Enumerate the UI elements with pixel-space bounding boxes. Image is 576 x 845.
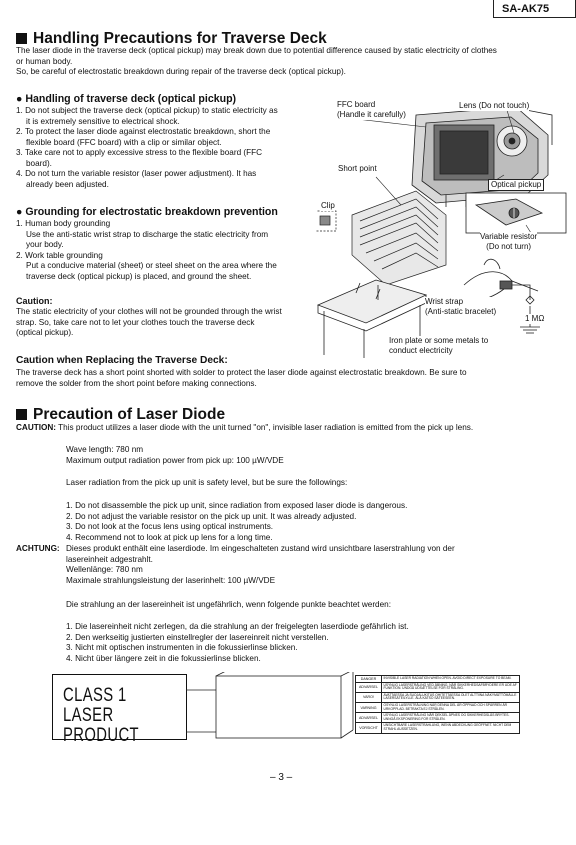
radiation-note: Laser radiation from the pick up unit is safety level, but be sure the followings: bbox=[66, 478, 348, 487]
caution-laser-text: This product utilizes a laser diode with the unit turned "on", invisible laser radiation is emitted from the pick up lens. bbox=[58, 423, 474, 432]
gefahr-note: Die strahlung an der lasereinheit ist ungefährlich, wenn folgende punkte beachtet werden: bbox=[66, 600, 391, 609]
label-clip: Clip bbox=[321, 201, 335, 210]
de-precaution-list bbox=[66, 622, 409, 664]
achtung-line: Wellenlänge: 780 nm bbox=[66, 565, 143, 574]
warning-row bbox=[356, 703, 520, 713]
replacing-heading: Caution when Replacing the Traverse Deck: bbox=[16, 355, 228, 366]
device-outline-drawing bbox=[186, 672, 356, 747]
label-resistance: 1 MΩ bbox=[525, 314, 545, 323]
caution-label: CAUTION: bbox=[16, 423, 57, 432]
caution-line: The static electricity of your clothes will not be grounded through the wrist bbox=[16, 307, 282, 316]
intro-line: So, be careful of electrostatic breakdown during repair of the traverse deck (optical pickup). bbox=[16, 67, 346, 76]
traverse-deck-drawing bbox=[412, 107, 552, 207]
clip-drawing bbox=[316, 211, 336, 231]
list-item: 3. Do not look at the focus lens using optical instruments. bbox=[66, 522, 274, 531]
label-do-not-turn-text: (Do not turn) bbox=[486, 242, 532, 252]
caution-laser bbox=[16, 423, 473, 434]
warning-lang: DANGER bbox=[356, 676, 382, 683]
list-item: Put a conducive material (sheet) or steel sheet on the area where the bbox=[26, 261, 277, 270]
warning-lang: VORSICHT bbox=[356, 723, 382, 733]
achtung-text bbox=[66, 544, 455, 586]
list-item: flexible board (FFC board) with a clip or similar object. bbox=[26, 137, 222, 147]
warning-row bbox=[356, 713, 520, 723]
handling-heading-text: Handling of traverse deck (optical pickup) bbox=[25, 93, 237, 105]
bullet-square-icon bbox=[16, 409, 27, 420]
class-1-label bbox=[52, 674, 187, 746]
list-item: Use the anti-static wrist strap to discharge the static electricity from bbox=[26, 229, 269, 239]
achtung-label-text: ACHTUNG: bbox=[16, 544, 60, 553]
achtung-line: lasereinheit adgestrahlt. bbox=[66, 554, 153, 564]
warning-text: AVATTAESSA JA SUOJALUKITUS OHITETTAESSA OLET ALTTIINA NÄKYMÄTTÖMÄLLE LASERSÄTEILYLLE. ÄLÄ KATSO SÄTEESEEN. bbox=[382, 692, 520, 702]
bullet-square-icon bbox=[16, 33, 27, 44]
warning-text: INVISIBLE LASER RADIATION WHEN OPEN. AVOID DIRECT EXPOSURE TO BEAM. bbox=[382, 676, 520, 683]
warning-row bbox=[356, 676, 520, 683]
label-short-point: Short point bbox=[338, 164, 377, 173]
warning-table bbox=[355, 675, 520, 734]
label-conduct-text: conduct electricity bbox=[389, 346, 453, 356]
warning-text: UNSICHTBARE LASERSTRAHLUNG, WENN ABDECKUNG GEÖFFNET. NICHT DEM STRAHL AUSSETZEN. bbox=[382, 723, 520, 733]
warning-lang: VARNING bbox=[356, 703, 382, 713]
list-item: your body. bbox=[26, 240, 64, 249]
list-item: traverse deck (optical pickup) is placed, and ground the sheet. bbox=[26, 271, 252, 281]
caution-text bbox=[16, 307, 316, 339]
list-item: 3. Take care not to apply excessive stress to the flexible board (FFC bbox=[16, 148, 263, 157]
list-item: already been adjusted. bbox=[26, 179, 109, 189]
label-iron-plate-text: Iron plate or some metals to bbox=[389, 336, 489, 345]
list-item: 1. Human body grounding bbox=[16, 219, 111, 228]
caution-line: (optical pickup). bbox=[16, 328, 74, 337]
spec-wave-length: Wave length: 780 nm bbox=[66, 445, 144, 454]
list-item: 2. To protect the laser diode against electrostatic breakdown, short the bbox=[16, 127, 271, 136]
list-item: it is extremely sensitive to electrical shock. bbox=[26, 116, 180, 126]
warning-lang: ADVARSEL bbox=[356, 713, 382, 723]
caution-heading: Caution: bbox=[16, 296, 53, 306]
list-item: 2. Den werkseitig justierten einstellregler der lasereinreit nicht verstellen. bbox=[66, 632, 329, 642]
intro-line: or human body. bbox=[16, 56, 73, 66]
label-lens: Lens (Do not touch) bbox=[459, 101, 530, 110]
class-label-line2: LASER PRODUCT bbox=[63, 704, 140, 746]
section-title-text: Precaution of Laser Diode bbox=[33, 406, 226, 423]
replacing-line: remove the solder from the short point before making connections. bbox=[16, 378, 257, 388]
achtung-label bbox=[16, 544, 60, 555]
list-item: 1. Die lasereinheit nicht zerlegen, da die strahlung an der freigelegten laserdiode gefährlich ist. bbox=[66, 622, 409, 631]
ffc-board-drawing bbox=[352, 191, 446, 285]
list-item: 4. Do not turn the variable resistor (laser power adjustment). It has bbox=[16, 169, 257, 178]
label-anti-static-text: (Anti-static bracelet) bbox=[425, 307, 497, 317]
list-item: 1. Do not disassemble the pick up unit, since radiation from exposed laser diode is dangerous. bbox=[66, 501, 408, 510]
handling-list bbox=[16, 106, 316, 190]
warning-label bbox=[355, 675, 520, 734]
page-number: – 3 – bbox=[270, 772, 293, 783]
label-handle-text: (Handle it carefully) bbox=[337, 110, 406, 120]
label-ffc-board bbox=[337, 100, 406, 120]
achtung-line: Maximale strahlungsleistung der laserinhelt: 100 µW/VDE bbox=[66, 575, 276, 585]
list-item: 1. Do not subject the traverse deck (optical pickup) to static electricity as bbox=[16, 106, 278, 115]
intro-text bbox=[16, 46, 497, 78]
section-title-text: Handling Precautions for Traverse Deck bbox=[33, 30, 327, 47]
warning-lang: VARO! bbox=[356, 692, 382, 702]
label-ffc-board-text: FFC board bbox=[337, 100, 376, 109]
label-optical-pickup: Optical pickup bbox=[488, 179, 544, 191]
list-item: 2. Do not adjust the variable resistor on the pick up unit. It was already adjusted. bbox=[66, 511, 357, 521]
grounding-list bbox=[16, 219, 316, 282]
laser-precaution-list bbox=[66, 501, 407, 543]
achtung-line: Dieses produkt enthält eine laserdiode. Im eingeschalteten zustand wird unsichtbare laserstrahlung von der bbox=[66, 544, 455, 553]
list-item: 4. Recommend not to look at pick up lens for a long time. bbox=[66, 532, 273, 542]
class-label-line1: CLASS 1 bbox=[63, 685, 127, 706]
variable-resistor-inset bbox=[466, 193, 566, 233]
warning-row bbox=[356, 723, 520, 733]
list-item: 2. Work table grounding bbox=[16, 250, 103, 260]
warning-row bbox=[356, 692, 520, 702]
warning-text: USYNLIG LASERSTRÅLING VED ÅBNING, NÅR SIKKERHEDSAFBRYDERE ER UDE AF FUNKTION. UNDGÅ UDSÆTTELSE FOR STRÅLING. bbox=[382, 682, 520, 692]
laser-specs bbox=[66, 445, 284, 466]
replacing-line: The traverse deck has a short point shorted with solder to protect the laser diode against electrostatic breakdown. Be sure to bbox=[16, 368, 467, 377]
handling-heading: ● Handling of traverse deck (optical pickup) bbox=[16, 93, 237, 105]
intro-line: The laser diode in the traverse deck (optical pickup) may break down due to potential difference caused by static electricity of clothes bbox=[16, 46, 497, 55]
label-variable-resistor bbox=[480, 232, 537, 252]
caution-line: strap. So, take care not to let your clothes touch the traverse deck bbox=[16, 317, 255, 327]
section-title-laser bbox=[16, 405, 225, 425]
warning-row bbox=[356, 682, 520, 692]
model-tag: SA-AK75 bbox=[493, 0, 576, 18]
list-item: 4. Nicht über längere zeit in die fokussierlinse blicken. bbox=[66, 653, 261, 663]
warning-text: OSYNLIG LASERSTRÅLNING NÄR DENNA DEL ÄR ÖPPNAD OCH SPÄRREN ÄR URKOPPLAD. BETRAKTA EJ STRÅLEN. bbox=[382, 703, 520, 713]
label-iron-plate bbox=[389, 336, 488, 356]
label-wrist-strap-text: Wrist strap bbox=[425, 297, 464, 306]
list-item: board). bbox=[26, 158, 52, 168]
grounding-heading-text: Grounding for electrostatic breakdown prevention bbox=[25, 206, 278, 218]
spec-max-power: Maximum output radiation power from pick up: 100 µW/VDE bbox=[66, 455, 284, 465]
warning-text: USYNLIG LASERSTRÅLING NÅR DEKSEL ÅPNES OG SIKKERHEDSLÅS BRYTES. UNNGÅ EKSPONERING FOR STRÅLEN. bbox=[382, 713, 520, 723]
label-wrist-strap bbox=[425, 297, 496, 317]
label-variable-resistor-text: Variable resistor bbox=[480, 232, 538, 241]
replacing-text bbox=[16, 368, 467, 389]
list-item: 3. Nicht mit optischen instrumenten in die fokussierlinse blicken. bbox=[66, 643, 298, 652]
class-1-label-text bbox=[63, 686, 159, 746]
grounding-heading: ● Grounding for electrostatic breakdown prevention bbox=[16, 206, 278, 218]
warning-lang: ADVARSEL bbox=[356, 682, 382, 692]
